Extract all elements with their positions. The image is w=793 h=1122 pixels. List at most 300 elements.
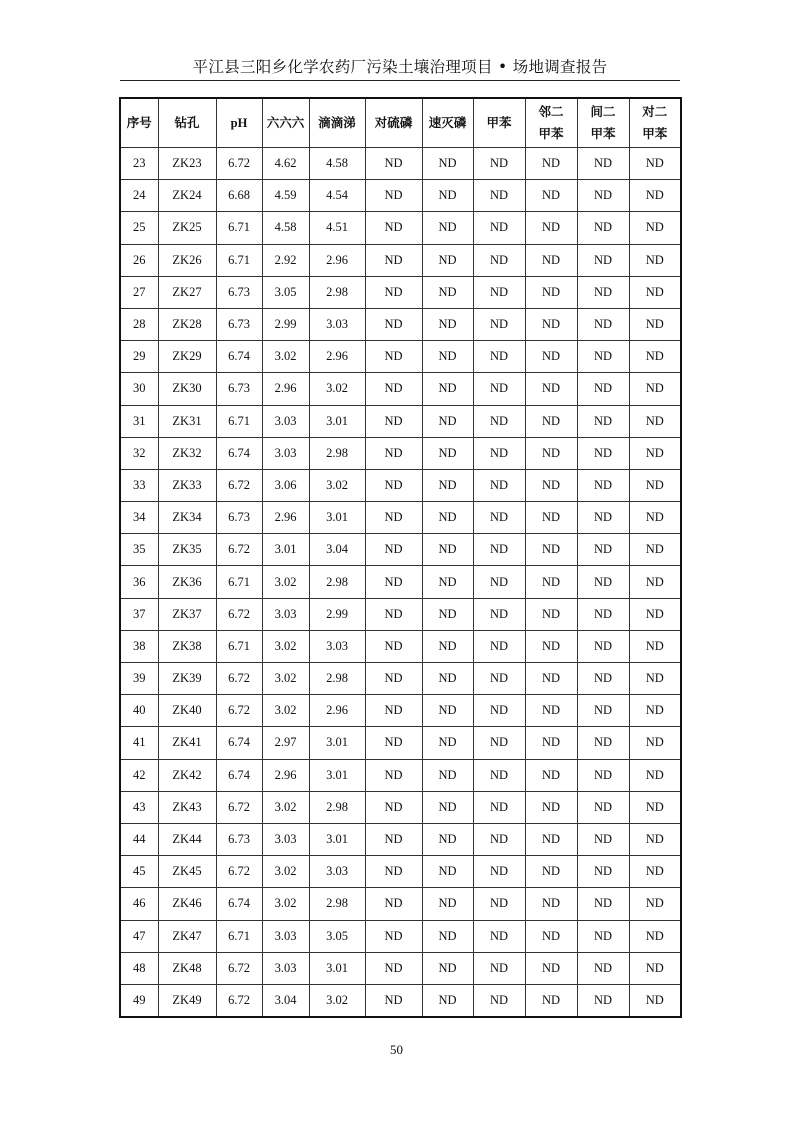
table-cell: 33 [120,469,158,501]
table-cell: 45 [120,856,158,888]
table-cell: 3.01 [309,952,365,984]
table-cell: ND [629,180,681,212]
table-cell: 34 [120,502,158,534]
table-row [120,148,681,180]
table-cell: ND [365,212,422,244]
column-header [577,98,629,148]
table-cell: ND [629,341,681,373]
table-row [120,888,681,920]
table-cell: ND [525,373,577,405]
table-cell: 3.03 [262,920,309,952]
table-cell: ND [365,984,422,1017]
table-cell: ND [629,534,681,566]
table-cell: ND [365,148,422,180]
table-cell: ND [525,341,577,373]
table-cell: ND [525,502,577,534]
table-cell: ND [422,823,473,855]
table-cell: ND [629,373,681,405]
table-cell: ND [629,630,681,662]
table-cell: ZK33 [158,469,216,501]
table-row [120,856,681,888]
table-cell: ND [629,920,681,952]
table-cell: ND [422,952,473,984]
table-cell: 3.03 [262,598,309,630]
table-cell: ND [422,308,473,340]
table-cell: ZK49 [158,984,216,1017]
table-row [120,630,681,662]
table-cell: 2.96 [262,373,309,405]
table-cell: ND [629,984,681,1017]
table-cell: ND [525,952,577,984]
table-cell: 3.06 [262,469,309,501]
table-cell: ZK27 [158,276,216,308]
table-cell: ND [473,888,525,920]
table-cell: ND [473,180,525,212]
table-cell: ZK31 [158,405,216,437]
table-cell: ND [629,663,681,695]
table-cell: 2.96 [309,244,365,276]
table-cell: ND [473,695,525,727]
table-cell: ND [577,952,629,984]
table-cell: ND [365,276,422,308]
table-cell: 41 [120,727,158,759]
table-row [120,405,681,437]
table-cell: ND [525,791,577,823]
table-cell: 3.05 [309,920,365,952]
column-header [158,98,216,148]
table-cell: ND [422,888,473,920]
table-cell: 6.71 [216,920,262,952]
table-cell: 6.72 [216,952,262,984]
table-cell: ND [525,212,577,244]
table-row [120,276,681,308]
table-cell: ZK48 [158,952,216,984]
table-cell: ND [365,791,422,823]
table-cell: 3.01 [262,534,309,566]
table-cell: ND [473,244,525,276]
column-header [309,98,365,148]
table-cell: ND [577,276,629,308]
table-cell: ND [422,469,473,501]
table-cell: ND [525,566,577,598]
table-cell: 2.98 [309,888,365,920]
table-cell: ND [525,663,577,695]
table-cell: ND [365,502,422,534]
table-cell: 6.74 [216,437,262,469]
table-cell: ZK26 [158,244,216,276]
table-cell: 3.03 [262,437,309,469]
table-row [120,373,681,405]
table-row [120,791,681,823]
table-cell: ND [422,276,473,308]
table-cell: ND [577,823,629,855]
table-cell: 2.96 [262,759,309,791]
column-header-label: 序号 [126,116,152,130]
table-cell: 3.03 [309,630,365,662]
table-cell: ND [422,727,473,759]
table-cell: ND [365,308,422,340]
column-header-label: 甲苯 [642,127,668,141]
table-cell: ND [629,566,681,598]
table-cell: ND [473,566,525,598]
table-cell: ND [525,534,577,566]
page-number: 50 [390,1042,403,1057]
table-cell: ND [577,469,629,501]
table-cell: ZK24 [158,180,216,212]
table-row [120,502,681,534]
table-cell: ND [473,148,525,180]
table-cell: 37 [120,598,158,630]
table-cell: ND [629,502,681,534]
table-cell: ND [473,469,525,501]
table-cell: 6.72 [216,148,262,180]
table-cell: ND [422,437,473,469]
table-cell: 2.98 [309,276,365,308]
table-cell: 3.01 [309,727,365,759]
table-row [120,663,681,695]
table-cell: ND [365,405,422,437]
table-cell: ND [473,534,525,566]
table-cell: 31 [120,405,158,437]
table-cell: ND [629,212,681,244]
table-row [120,566,681,598]
table-cell: ND [525,308,577,340]
table-cell: 3.05 [262,276,309,308]
table-cell: 6.72 [216,663,262,695]
table-cell: ND [473,759,525,791]
table-cell: 6.73 [216,502,262,534]
table-cell: ND [525,148,577,180]
table-cell: ZK29 [158,341,216,373]
table-cell: ND [577,566,629,598]
table-cell: ND [577,920,629,952]
column-header-label: 甲苯 [590,127,616,141]
table-cell: ZK37 [158,598,216,630]
table-cell: ND [365,727,422,759]
table-cell: ND [629,856,681,888]
table-cell: 3.01 [309,405,365,437]
table-cell: ND [473,437,525,469]
table-row [120,920,681,952]
table-cell: ND [525,759,577,791]
table-cell: ZK40 [158,695,216,727]
table-cell: 3.01 [309,759,365,791]
table-row [120,244,681,276]
table-cell: ZK45 [158,856,216,888]
table-cell: 2.98 [309,663,365,695]
table-row [120,823,681,855]
table-cell: 2.96 [309,341,365,373]
table-cell: ND [525,244,577,276]
table-cell: ZK25 [158,212,216,244]
header-divider [120,80,680,81]
table-cell: ND [473,791,525,823]
table-cell: ND [525,180,577,212]
table-cell: ND [577,244,629,276]
table-cell: 32 [120,437,158,469]
column-header [473,98,525,148]
table-cell: 2.96 [262,502,309,534]
table-cell: ZK46 [158,888,216,920]
table-cell: 6.72 [216,791,262,823]
table-cell: 4.59 [262,180,309,212]
table-cell: 6.72 [216,534,262,566]
page-header-title: 平江县三阳乡化学农药厂污染土壤治理项目 • 场地调查报告 [192,58,608,76]
table-cell: ND [422,534,473,566]
column-header [262,98,309,148]
table-row [120,759,681,791]
table-cell: 2.96 [309,695,365,727]
table-cell: 2.99 [262,308,309,340]
table-cell: 6.73 [216,276,262,308]
table-cell: ND [577,212,629,244]
table-cell: 40 [120,695,158,727]
column-header [422,98,473,148]
table-cell: 2.92 [262,244,309,276]
table-cell: ND [629,148,681,180]
table-cell: 4.51 [309,212,365,244]
table-cell: 3.01 [309,823,365,855]
table-cell: 6.68 [216,180,262,212]
table-cell: 43 [120,791,158,823]
table-cell: ZK41 [158,727,216,759]
table-cell: 46 [120,888,158,920]
table-cell: ND [365,952,422,984]
table-cell: 6.71 [216,566,262,598]
table-cell: ND [365,180,422,212]
table-cell: ND [629,276,681,308]
table-cell: ND [473,373,525,405]
table-cell: 39 [120,663,158,695]
table-cell: ND [473,502,525,534]
table-cell: ND [577,598,629,630]
table-cell: 38 [120,630,158,662]
column-header-label: 邻二 [538,105,564,119]
table-cell: ZK23 [158,148,216,180]
table-cell: 3.02 [262,888,309,920]
table-cell: 3.02 [309,984,365,1017]
table-cell: ND [577,759,629,791]
table-cell: ND [525,630,577,662]
column-header-label: 甲苯 [538,127,564,141]
soil-test-results-table [119,97,682,1018]
table-cell: 2.98 [309,566,365,598]
table-cell: 3.03 [262,823,309,855]
table-cell: ND [365,534,422,566]
table-cell: ND [422,373,473,405]
table-cell: ND [525,405,577,437]
table-cell: ZK30 [158,373,216,405]
table-cell: ND [525,920,577,952]
table-cell: 6.74 [216,888,262,920]
column-header [216,98,262,148]
table-cell: ND [577,534,629,566]
table-cell: ND [525,695,577,727]
table-row [120,695,681,727]
table-cell: ND [422,341,473,373]
table-cell: ND [365,341,422,373]
table-cell: ND [365,856,422,888]
table-cell: ND [525,437,577,469]
table-cell: 4.54 [309,180,365,212]
column-header-label: 甲苯 [486,116,512,130]
table-cell: 3.02 [262,630,309,662]
table-cell: 3.02 [262,341,309,373]
column-header-label: 对硫磷 [374,116,413,130]
table-cell: ND [629,727,681,759]
table-cell: 3.04 [309,534,365,566]
table-cell: 3.03 [262,952,309,984]
table-cell: ND [422,663,473,695]
table-cell: ND [577,308,629,340]
table-cell: ND [577,148,629,180]
table-cell: ND [422,598,473,630]
table-cell: ND [422,630,473,662]
column-header [365,98,422,148]
table-cell: ND [473,630,525,662]
table-cell: ND [577,727,629,759]
table-cell: ZK44 [158,823,216,855]
table-cell: ND [422,759,473,791]
table-cell: ND [525,888,577,920]
column-header-label: 滴滴涕 [318,116,356,130]
table-cell: 24 [120,180,158,212]
table-cell: ND [473,920,525,952]
table-cell: ND [422,984,473,1017]
table-cell: 2.97 [262,727,309,759]
table-cell: ND [525,276,577,308]
table-cell: 3.02 [262,856,309,888]
table-cell: ND [525,469,577,501]
table-cell: 4.58 [262,212,309,244]
table-cell: 3.03 [309,308,365,340]
table-cell: ND [577,437,629,469]
table-row [120,308,681,340]
table-cell: ND [629,469,681,501]
table-cell: ND [577,405,629,437]
table-cell: 26 [120,244,158,276]
table-cell: 3.04 [262,984,309,1017]
table-cell: 6.73 [216,823,262,855]
table-cell: 30 [120,373,158,405]
table-cell: ZK28 [158,308,216,340]
table-cell: ND [422,920,473,952]
table-cell: ND [473,308,525,340]
table-cell: ND [473,823,525,855]
table-cell: ND [365,663,422,695]
table-cell: ND [629,308,681,340]
table-cell: ND [422,566,473,598]
table-cell: ND [629,598,681,630]
table-cell: ZK42 [158,759,216,791]
table-cell: 36 [120,566,158,598]
table-body [120,148,681,1018]
table-cell: ND [365,469,422,501]
table-cell: 25 [120,212,158,244]
table-cell: ZK38 [158,630,216,662]
table-cell: ND [365,823,422,855]
column-header [120,98,158,148]
table-cell: ND [365,888,422,920]
table-cell: ND [577,791,629,823]
table-cell: ND [422,791,473,823]
table-cell: ND [629,244,681,276]
table-cell: 3.03 [309,856,365,888]
table-cell: 35 [120,534,158,566]
table-cell: ND [422,180,473,212]
table-row [120,212,681,244]
column-header-label: pH [230,116,248,130]
table-cell: 3.03 [262,405,309,437]
table-cell: 6.72 [216,598,262,630]
table-cell: ND [525,823,577,855]
table-cell: 4.58 [309,148,365,180]
table-cell: ND [473,212,525,244]
table-cell: 6.73 [216,308,262,340]
column-header-label: 六六六 [266,116,305,130]
table-cell: ND [629,695,681,727]
table-cell: ND [629,791,681,823]
table-cell: ND [577,502,629,534]
table-cell: 2.98 [309,791,365,823]
table-row [120,469,681,501]
table-cell: ND [525,856,577,888]
table-cell: ND [473,598,525,630]
table-cell: 6.73 [216,373,262,405]
table-cell: 6.74 [216,759,262,791]
table-cell: ND [473,276,525,308]
table-cell: ND [365,437,422,469]
table-cell: ND [577,695,629,727]
table-cell: ND [629,888,681,920]
table-cell: ND [473,405,525,437]
table-row [120,598,681,630]
table-cell: ND [577,984,629,1017]
table-cell: 3.02 [309,373,365,405]
column-header-label: 钻孔 [174,116,200,130]
table-cell: 23 [120,148,158,180]
table-cell: ND [422,856,473,888]
column-header-label: 间二 [590,105,616,119]
table-cell: 6.71 [216,212,262,244]
table-cell: ND [422,244,473,276]
table-cell: 28 [120,308,158,340]
table-cell: 3.02 [262,663,309,695]
table-row [120,984,681,1017]
table-cell: ND [629,759,681,791]
table-cell: ZK32 [158,437,216,469]
table-cell: ND [422,502,473,534]
table-cell: ND [577,180,629,212]
table-cell: ND [365,373,422,405]
table-cell: ND [365,598,422,630]
table-cell: 6.71 [216,405,262,437]
table-cell: ND [365,630,422,662]
table-cell: ND [577,373,629,405]
table-cell: ZK39 [158,663,216,695]
table-cell: ZK43 [158,791,216,823]
table-cell: ND [629,952,681,984]
table-cell: ND [577,341,629,373]
table-cell: 44 [120,823,158,855]
table-cell: 42 [120,759,158,791]
table-cell: ND [577,630,629,662]
table-row [120,180,681,212]
table-cell: 49 [120,984,158,1017]
table-cell: ZK47 [158,920,216,952]
table-cell: ND [629,437,681,469]
table-header-row [120,98,681,148]
